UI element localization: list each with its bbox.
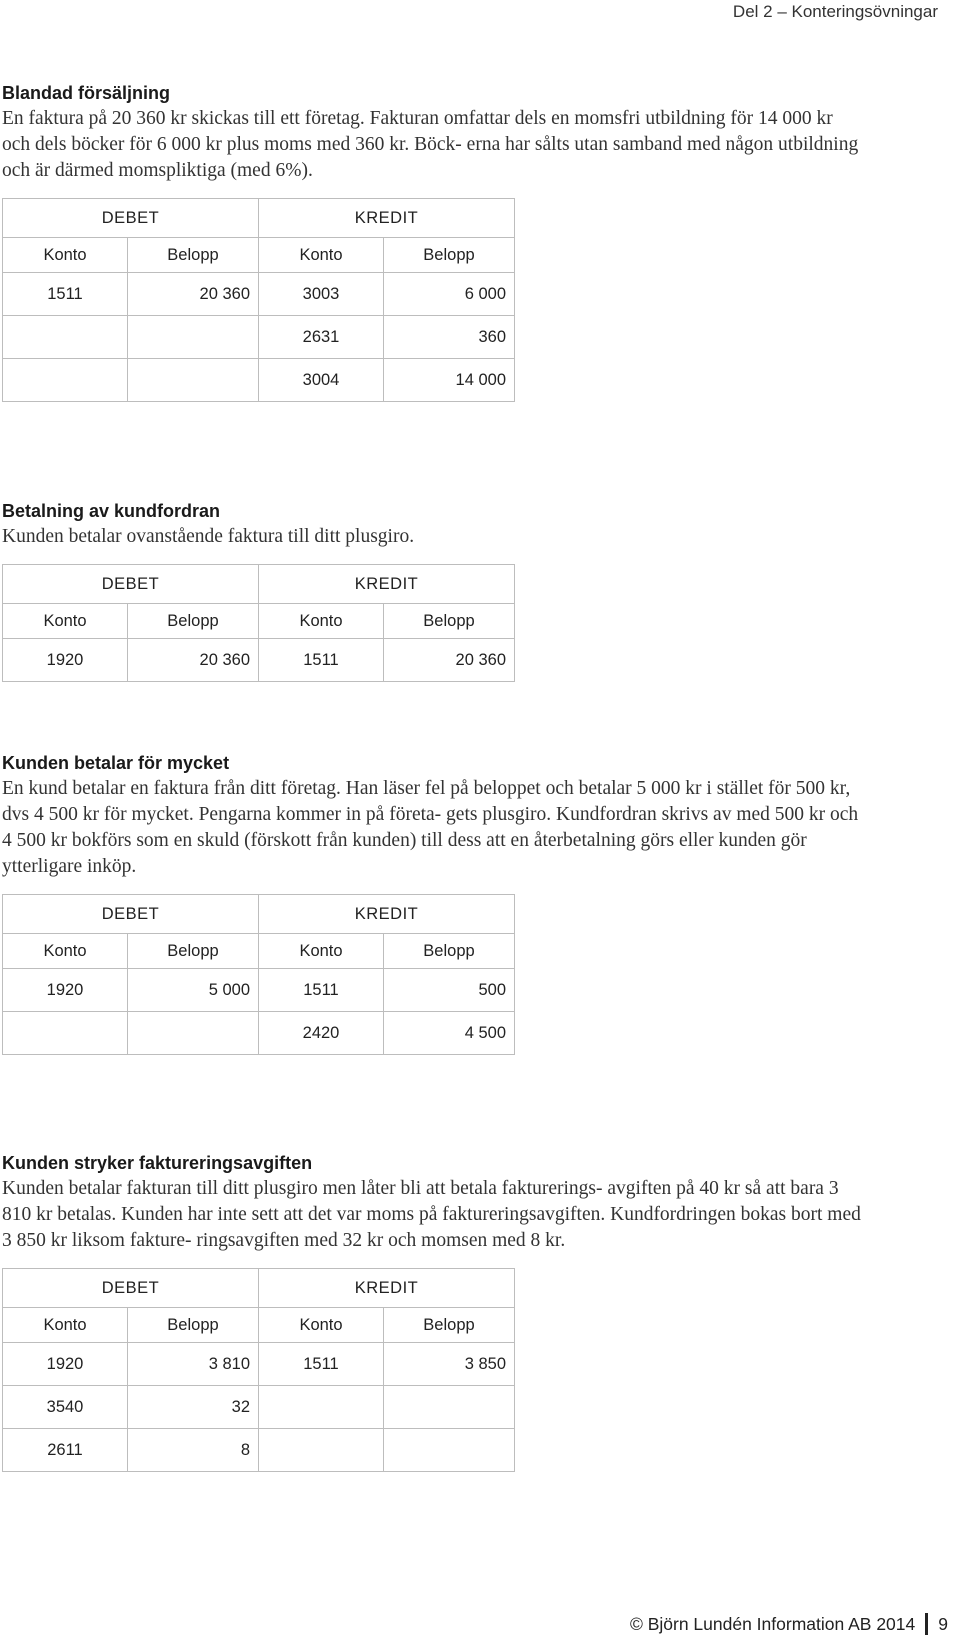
section-body: En faktura på 20 360 kr skickas till ett företag. Fakturan omfattar dels en momsfri utbildning för 14 000 kr och dels böcker för 6 000 kr plus moms med 360 kr. Böck- erna har sålts utan samband med någon utbildning och är därmed momspliktiga (med 6%). [2,108,859,181]
col-header: Konto [259,604,384,639]
col-header: Konto [259,238,384,273]
table-cell [384,1429,515,1472]
table-row [3,1429,515,1472]
table-row [3,1012,515,1055]
table-cell: 5 000 [128,969,259,1012]
table-cell: 3 850 [384,1343,515,1386]
section-title: Blandad försäljning [2,83,171,103]
col-header: Konto [259,1308,384,1343]
table-cell: 1511 [259,969,384,1012]
section-body: Kunden betalar ovanstående faktura till ditt plusgiro. [2,526,415,547]
table-row [3,1386,515,1429]
table-cell: 6 000 [384,273,515,316]
table-cell: 14 000 [384,359,515,402]
debet-header: DEBET [3,565,259,604]
col-header: Belopp [128,604,259,639]
table-row [3,316,515,359]
table-row [3,359,515,402]
table-cell [128,1012,259,1055]
kredit-header: KREDIT [259,1269,515,1308]
kredit-header: KREDIT [259,199,515,238]
kredit-header: KREDIT [259,895,515,934]
table-row [3,969,515,1012]
col-header: Konto [3,238,128,273]
col-header: Belopp [384,604,515,639]
section-betalar-for-mycket [2,750,862,1055]
footer-divider [925,1613,928,1635]
ledger-table [2,894,515,1055]
section-stryker-avgift [2,1150,862,1472]
table-cell: 20 360 [384,639,515,682]
table-cell [384,1386,515,1429]
section-title: Betalning av kundfordran [2,501,221,521]
col-header: Konto [259,934,384,969]
table-cell: 1511 [3,273,128,316]
table-cell: 8 [128,1429,259,1472]
page-number: 9 [938,1614,948,1634]
table-cell [259,1429,384,1472]
table-cell: 20 360 [128,273,259,316]
table-cell: 4 500 [384,1012,515,1055]
table-cell: 32 [128,1386,259,1429]
table-cell: 2611 [3,1429,128,1472]
table-cell [259,1386,384,1429]
page-footer [630,1612,948,1636]
section-blandad-forsaljning [2,80,862,402]
kredit-header: KREDIT [259,565,515,604]
col-header: Belopp [128,1308,259,1343]
table-row [3,273,515,316]
table-cell: 1511 [259,1343,384,1386]
running-header: Del 2 – Konteringsövningar [732,2,938,21]
section-body: Kunden betalar fakturan till ditt plusgiro men låter bli att betala fakturerings- avgiften på 40 kr så att bara 3 810 kr betalas. Kunden har inte sett att det var moms på faktureringsavgiften. Kundfordringen bokas bort med 3 850 kr liksom fakture- ringsavgiften med 32 kr och momsen med 8 kr. [2,1178,861,1251]
debet-header: DEBET [3,199,259,238]
table-cell: 2631 [259,316,384,359]
section-title: Kunden stryker faktureringsavgiften [2,1153,313,1173]
debet-header: DEBET [3,1269,259,1308]
col-header: Konto [3,1308,128,1343]
table-cell: 1920 [3,1343,128,1386]
col-header: Konto [3,604,128,639]
col-header: Belopp [384,1308,515,1343]
col-header: Belopp [384,238,515,273]
table-cell [3,359,128,402]
section-betalning-kundfordran [2,498,862,682]
table-cell: 360 [384,316,515,359]
col-header: Belopp [384,934,515,969]
table-cell: 2420 [259,1012,384,1055]
table-cell: 20 360 [128,639,259,682]
ledger-table [2,198,515,402]
table-row [3,639,515,682]
col-header: Belopp [128,238,259,273]
ledger-table [2,564,515,682]
table-cell: 500 [384,969,515,1012]
copyright-text: © Björn Lundén Information AB 2014 [629,1614,916,1634]
col-header: Belopp [128,934,259,969]
table-cell: 3 810 [128,1343,259,1386]
ledger-table [2,1268,515,1472]
table-cell: 1920 [3,639,128,682]
table-cell [128,316,259,359]
table-row [3,1343,515,1386]
table-cell [3,316,128,359]
table-cell [128,359,259,402]
section-title: Kunden betalar för mycket [2,753,230,773]
section-body: En kund betalar en faktura från ditt företag. Han läser fel på beloppet och betalar 5 000 kr i stället för 500 kr, dvs 4 500 kr för mycket. Pengarna kommer in på företa- gets plusgiro. Kundfordran skrivs av med 500 kr och 4 500 kr bokförs som en skuld (förskott från kunden) till dess att en återbetalning görs eller kunden gör ytterligare inköp. [2,778,859,877]
table-cell: 3003 [259,273,384,316]
col-header: Konto [3,934,128,969]
table-cell: 1511 [259,639,384,682]
debet-header: DEBET [3,895,259,934]
table-cell: 3540 [3,1386,128,1429]
table-cell: 3004 [259,359,384,402]
table-cell: 1920 [3,969,128,1012]
table-cell [3,1012,128,1055]
